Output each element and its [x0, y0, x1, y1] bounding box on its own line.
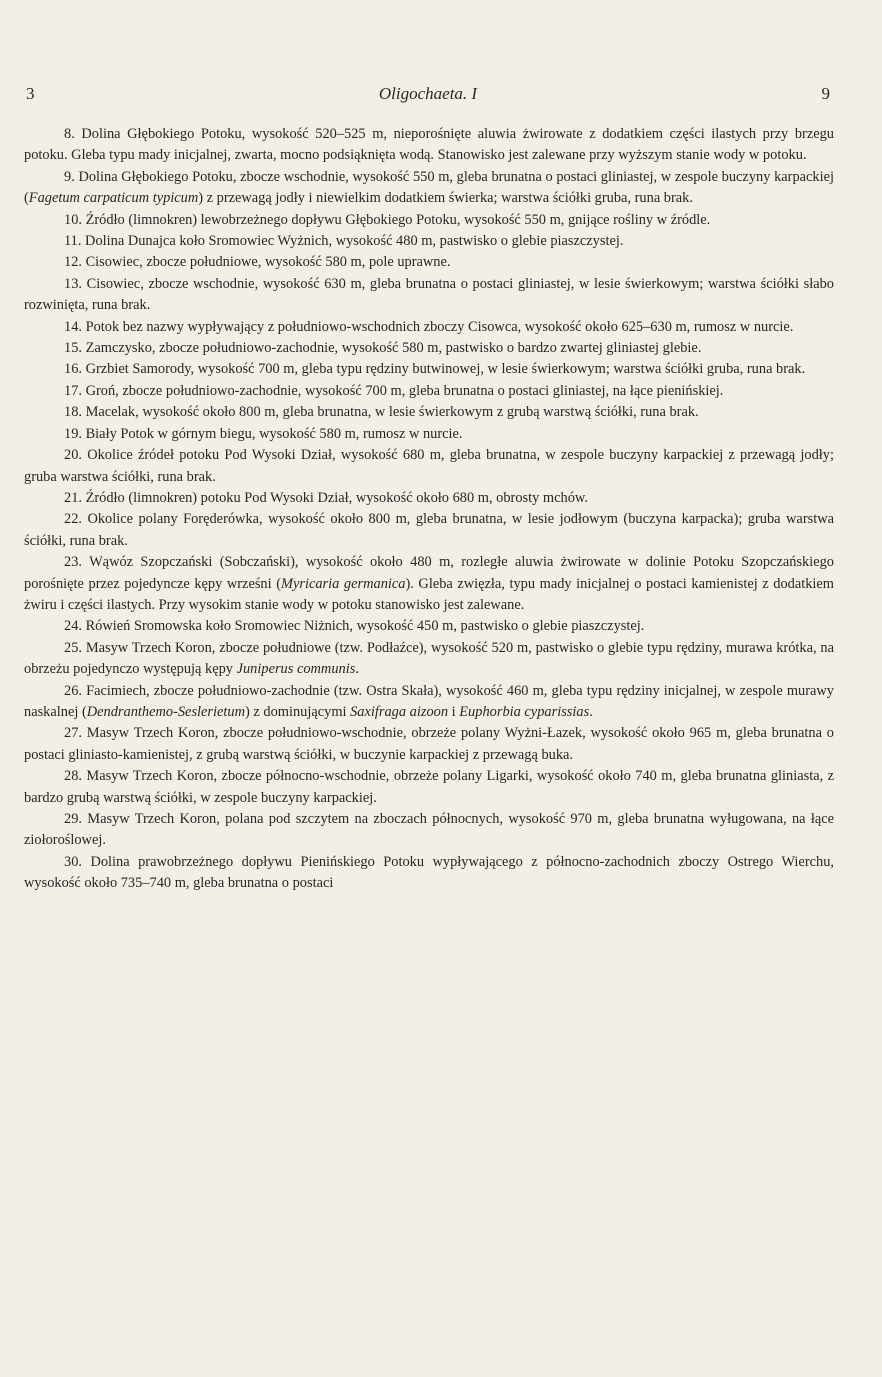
entry-text: 21. Źródło (limnokren) potoku Pod Wysoki Dział, wysokość około 680 m, obrosty mchów. [64, 489, 588, 506]
species-name: Myricaria germanica [281, 575, 406, 592]
site-entry [24, 359, 834, 380]
entry-text: 9. Dolina Głębokiego Potoku, zbocze wschodnie, wysokość 550 m, gleba brunatna o postaci gliniastej, w zespole buczyny karpackiej ( [24, 168, 834, 207]
page-header [26, 84, 830, 108]
entry-text: 23. Wąwóz Szopczański (Sobczański), wysokość około 480 m, rozległe aluwia żwirowate w dolinie Potoku Szopczańskiego porośnięte przez pojedyncze kępy wrześni ( [24, 554, 834, 592]
entry-text: 27. Masyw Trzech Koron, zbocze południowo-wschodnie, obrzeże polany Wyżni-Łazek, wysokość około 965 m, gleba brunatna o postaci gliniasto-kamienistej, z grubą warstwą ściółki, w buczynie karpackiej z przewagą buka. [24, 725, 834, 763]
entry-text: 8. Dolina Głębokiego Potoku, wysokość 520–525 m, nieporośnięte aluwia żwirowate z dodatkiem części ilastych przy brzegu potoku. Gleba typu mady inicjalnej, zwarta, mocno podsiąknięta wodą. Stanowisko jest zalewane przy wyższym stanie wody w potoku. [24, 126, 834, 164]
entry-text: 18. Macelak, wysokość około 800 m, gleba brunatna, w lesie świerkowym z grubą warstwą ściółki, runa brak. [64, 404, 699, 421]
site-entry [24, 231, 834, 252]
entry-text: ) z przewagą jodły i niewielkim dodatkiem świerka; warstwa ściółki gruba, runa brak. [198, 190, 693, 207]
entry-text: 30. Dolina prawobrzeżnego dopływu Pienińskiego Potoku wypływającego z północno-zachodnich zboczy Ostrego Wierchu, wysokość około 735–740 m, gleba brunatna o postaci [24, 853, 834, 892]
site-entry [24, 381, 834, 402]
entry-text: i [448, 703, 460, 720]
entry-text: ) z dominującymi [245, 703, 351, 720]
species-name: Juniperus communis [236, 661, 356, 678]
species-name: Euphorbia cyparissias [459, 703, 590, 720]
entry-text: 25. Masyw Trzech Koron, zbocze południowe (tzw. Podłaźce), wysokość 520 m, pastwisko o glebie typu rędziny, murawa krótka, na obrzeżu pojedynczo występują kępy [24, 639, 834, 678]
entry-text: . [589, 703, 593, 720]
species-name: Dendranthemo-Seslerietum [86, 703, 245, 720]
site-entry [24, 167, 834, 210]
entry-text: 20. Okolice źródeł potoku Pod Wysoki Dział, wysokość 680 m, gleba brunatna, w zespole buczyny karpackiej z przewagą jodły; gruba warstwa ściółki, runa brak. [24, 447, 834, 485]
entry-text: 26. Facimiech, zbocze południowo-zachodnie (tzw. Ostra Skała), wysokość 460 m, gleba typu rędziny inicjalnej, w zespole murawy naskalnej ( [24, 682, 834, 720]
site-entry [24, 723, 834, 766]
site-entry [24, 809, 834, 852]
entry-text: 16. Grzbiet Samorody, wysokość 700 m, gleba typu rędziny butwinowej, w lesie świerkowym; warstwa ściółki gruba, runa brak. [64, 361, 806, 378]
page-number-left: 3 [26, 84, 35, 103]
site-entry [24, 766, 834, 809]
entry-text: 22. Okolice polany Foręderówka, wysokość około 800 m, gleba brunatna, w lesie jodłowym (buczyna karpacka); gruba warstwa ściółki, runa brak. [24, 511, 834, 549]
site-entry [24, 681, 834, 724]
body-text [24, 124, 834, 895]
entry-text: 11. Dolina Dunajca koło Sromowiec Wyżnich, wysokość 480 m, pastwisko o glebie piaszczystej. [64, 233, 624, 250]
site-entry [24, 210, 834, 231]
site-entry [24, 317, 834, 338]
entry-text: . [355, 661, 359, 678]
species-name: Saxifraga aizoon [350, 703, 449, 720]
entry-text: ). Gleba zwięzła, typu mady inicjalnej o postaci kamienistej z dodatkiem żwiru i części ilastych. Przy wysokim stanie wody w potoku stanowisko jest zalewane. [24, 575, 834, 613]
site-entry [24, 638, 834, 681]
site-entry [24, 252, 834, 273]
site-entry [24, 852, 834, 895]
site-entry [24, 445, 834, 488]
entry-text: 13. Cisowiec, zbocze wschodnie, wysokość 630 m, gleba brunatna o postaci gliniastej, w lesie świerkowym; warstwa ściółki słabo rozwinięta, runa brak. [24, 275, 834, 314]
entry-text: 24. Rówień Sromowska koło Sromowiec Niżnich, wysokość 450 m, pastwisko o glebie piaszczystej. [64, 618, 645, 635]
entry-text: 12. Cisowiec, zbocze południowe, wysokość 580 m, pole uprawne. [64, 254, 451, 271]
site-entry [24, 402, 834, 423]
entry-text: 14. Potok bez nazwy wypływający z południowo-wschodnich zboczy Cisowca, wysokość około 625–630 m, rumosz w nurcie. [64, 318, 794, 335]
species-name: Fagetum carpaticum typicum [28, 190, 199, 207]
site-entry [24, 274, 834, 317]
entry-text: 10. Źródło (limnokren) lewobrzeżnego dopływu Głębokiego Potoku, wysokość 550 m, gnijące rośliny w źródle. [64, 211, 711, 228]
site-entry [24, 424, 834, 445]
site-entry [24, 616, 834, 637]
page-number-right: 9 [821, 84, 830, 103]
entry-text: 29. Masyw Trzech Koron, polana pod szczytem na zboczach północnych, wysokość 970 m, gleba brunatna wyługowana, na łące ziołoroślowej. [24, 811, 834, 849]
entry-text: 15. Zamczysko, zbocze południowo-zachodnie, wysokość 580 m, pastwisko o bardzo zwartej gliniastej glebie. [64, 340, 702, 357]
site-entry [24, 552, 834, 616]
site-entry [24, 509, 834, 552]
site-entry [24, 338, 834, 359]
entry-text: 28. Masyw Trzech Koron, zbocze północno-wschodnie, obrzeże polany Ligarki, wysokość około 740 m, gleba brunatna gliniasta, z bardzo grubą warstwą ściółki, w zespole buczyny karpackiej. [24, 768, 834, 806]
running-title: Oligochaeta. I [378, 84, 478, 103]
site-entry [24, 488, 834, 509]
entry-text: 17. Groń, zbocze południowo-zachodnie, wysokość 700 m, gleba brunatna o postaci gliniastej, na łące pienińskiej. [64, 382, 724, 399]
site-entry [24, 124, 834, 167]
entry-text: 19. Biały Potok w górnym biegu, wysokość 580 m, rumosz w nurcie. [64, 425, 463, 442]
